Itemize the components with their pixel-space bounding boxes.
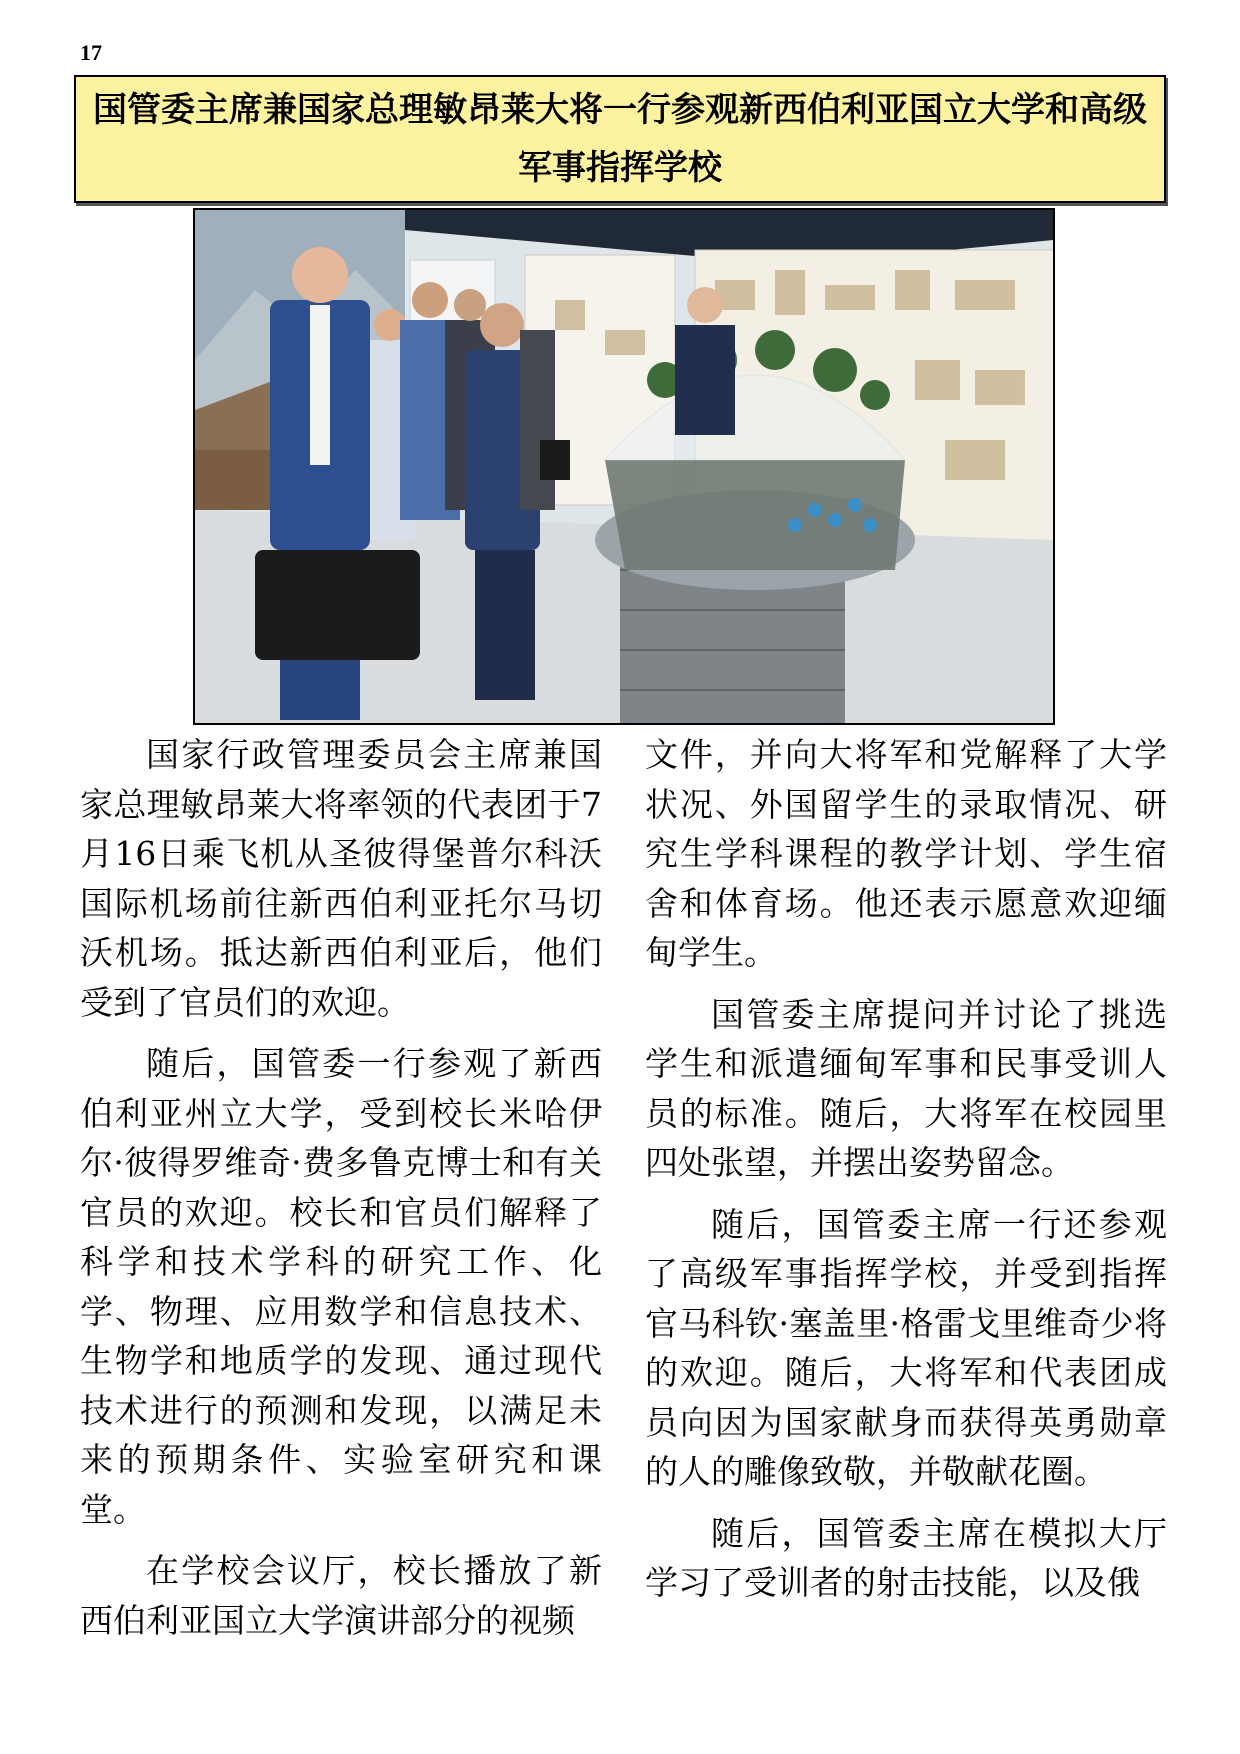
paragraph: 随后，国管委一行参观了新西伯利亚州立大学，受到校长米哈伊尔·彼得罗维奇·费多鲁克博士和有关官员的欢迎。校长和官员们解释了科学和技术学科的研究工作、化学、物理、应用数学和信息技术、生物学和地质学的发现、通过现代技术进行的预测和发现，以满足未来的预期条件、实验室研究和课堂。 <box>80 1044 602 1529</box>
museum-visit-photo <box>195 210 1053 723</box>
paragraph: 在学校会议厅，校长播放了新西伯利亚国立大学演讲部分的视频 <box>80 1551 602 1640</box>
paragraph: 随后，国管委主席一行还参观了高级军事指挥学校，并受到指挥官马科钦·塞盖里·格雷戈里维奇少将的欢迎。随后，大将军和代表团成员向因为国家献身而获得英勇勋章的人的雕像致敬，并敬献花圈。 <box>645 1204 1167 1491</box>
article-right-column <box>645 730 1167 1620</box>
paragraph-continuation: 文件，并向大将军和党解释了大学状况、外国留学生的录取情况、研究生学科课程的教学计划、学生宿舍和体育场。他还表示愿意欢迎缅甸学生。 <box>645 735 1167 972</box>
paragraph: 国家行政管理委员会主席兼国家总理敏昂莱大将率领的代表团于7月16日乘飞机从圣彼得堡普尔科沃国际机场前往新西伯利亚托尔马切沃机场。抵达新西伯利亚后，他们受到了官员们的欢迎。 <box>80 735 602 1022</box>
article-left-column <box>80 730 602 1657</box>
paragraph: 随后，国管委主席在模拟大厅学习了受训者的射击技能，以及俄 <box>645 1513 1167 1602</box>
headline: 国管委主席兼国家总理敏昂莱大将一行参观新西伯利亚国立大学和高级军事指挥学校 <box>93 90 1147 188</box>
page-number: 17 <box>80 40 102 65</box>
article-photo <box>193 208 1055 725</box>
headline-box <box>74 75 1166 203</box>
paragraph: 国管委主席提问并讨论了挑选学生和派遣缅甸军事和民事受训人员的标准。随后，大将军在校园里四处张望，并摆出姿势留念。 <box>645 994 1167 1182</box>
